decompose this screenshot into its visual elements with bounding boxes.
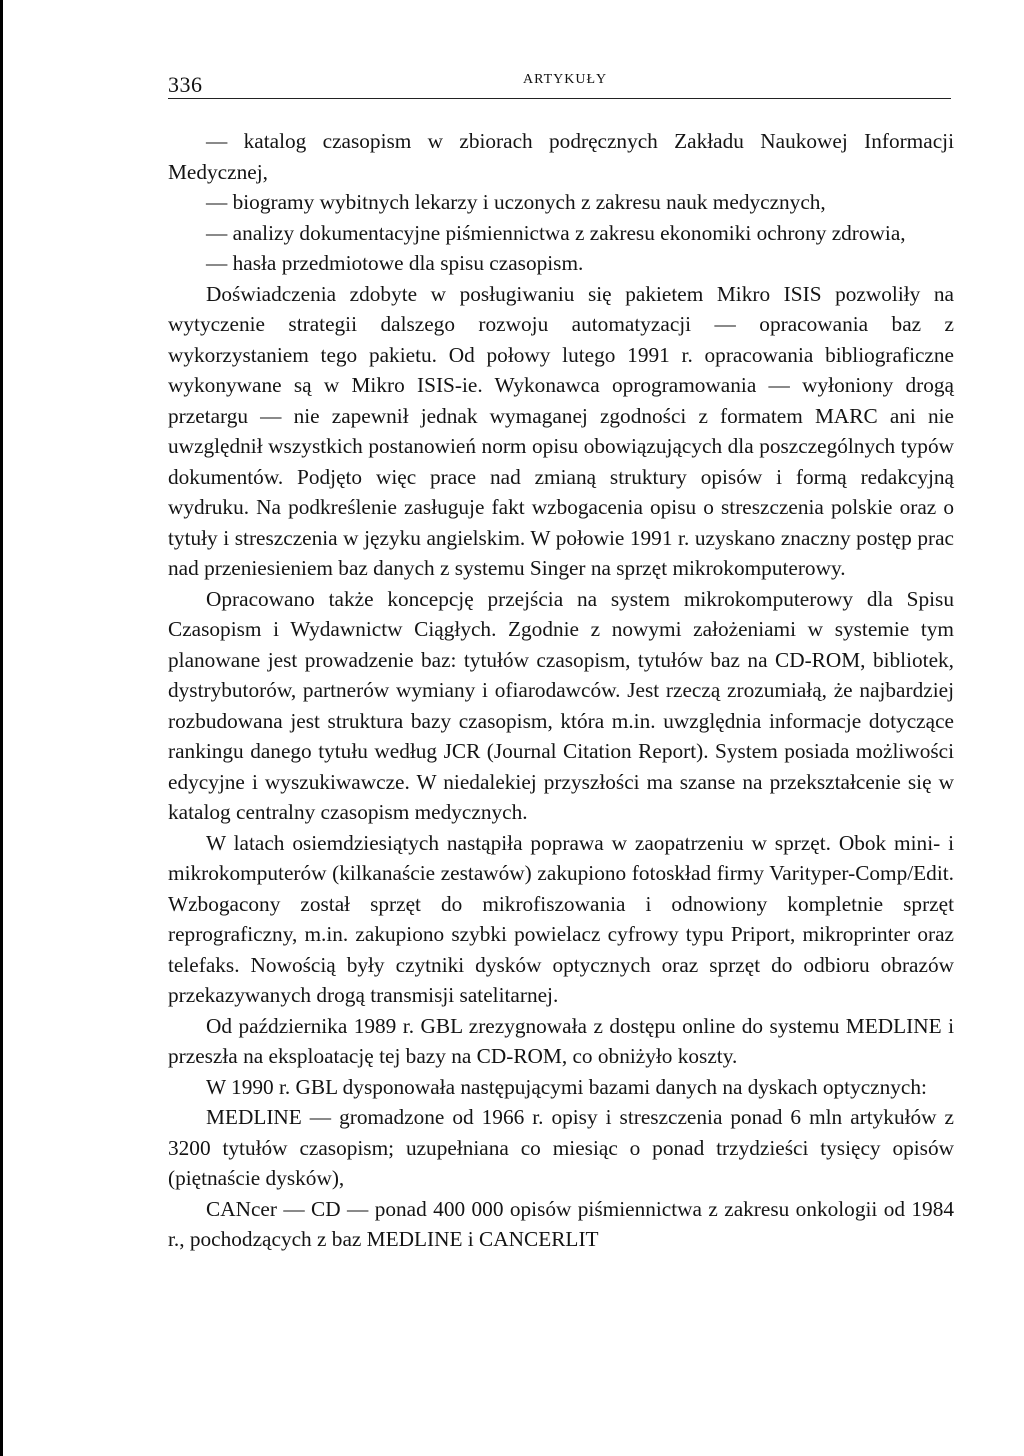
article-body xyxy=(168,126,954,1255)
paragraph: Od października 1989 r. GBL zrezygnowała z dostępu online do systemu MEDLINE i przeszła na eksploatację tej bazy na CD-ROM, co obniżyło koszty. xyxy=(168,1013,954,1068)
list-item: — hasła przedmiotowe dla spisu czasopism. xyxy=(206,251,584,275)
paragraph: W 1990 r. GBL dysponowała następującymi bazami danych na dyskach optycznych: xyxy=(206,1074,927,1099)
paragraph: W latach osiemdziesiątych nastąpiła poprawa w zaopatrzeniu w sprzęt. Obok mini- i mikrokomputerów (kilkanaście zestawów) zakupiono fotoskład firmy Varityper-Comp/Edit. Wzbogacony został sprzęt do mikrofiszowania i odnowiony kompletnie sprzęt reprograficzny, m.in. zakupiono szybki powielacz cyfrowy typu Priport, mikroprinter oraz telefaks. Nowością były czytniki dysków optycznych oraz sprzęt do odbioru obrazów przekazywanych drogą transmisji satelitarnej. xyxy=(168,830,954,1007)
list-item: — analizy dokumentacyjne piśmiennictwa z zakresu ekonomiki ochrony zdrowia, xyxy=(206,220,906,245)
paragraph: CANcer — CD — ponad 400 000 opisów piśmiennictwa z zakresu onkologii od 1984 r., pochodzących z baz MEDLINE i CANCERLIT xyxy=(168,1196,954,1251)
list-item: — katalog czasopism w zbiorach podręcznych Zakładu Naukowej Informacji Medycznej, xyxy=(168,129,954,184)
page-header xyxy=(168,66,951,99)
page-number: 336 xyxy=(168,72,203,97)
running-head: ARTYKUŁY xyxy=(523,72,608,87)
paragraph: MEDLINE — gromadzone od 1966 r. opisy i streszczenia ponad 6 mln artykułów z 3200 tytułów czasopism; uzupełniana co miesiąc o ponad trzydzieści tysięcy opisów (piętnaście dysków), xyxy=(168,1105,954,1190)
paragraph: Doświadczenia zdobyte w posługiwaniu się pakietem Mikro ISIS pozwoliły na wytyczenie strategii dalszego rozwoju automatyzacji — opracowania baz z wykorzystaniem tego pakietu. Od połowy lutego 1991 r. opracowania bibliograficzne wykonywane są w Mikro ISIS-ie. Wykonawca oprogramowania — wyłoniony drogą przetargu — nie zapewnił jednak wymaganej zgodności z formatem MARC ani nie uwzględnił wszystkich postanowień norm opisu obowiązujących dla poszczególnych typów dokumentów. Podjęto więc prace nad zmianą struktury opisów i formą redakcyjną wydruku. Na podkreślenie zasługuje fakt wzbogacenia opisu o streszczenia polskie oraz o tytuły i streszczenia w języku angielskim. W połowie 1991 r. uzyskano znaczny postęp prac nad przeniesieniem baz danych z systemu Singer na sprzęt mikrokomputerowy. xyxy=(168,281,954,580)
list-item: — biogramy wybitnych lekarzy i uczonych z zakresu nauk medycznych, xyxy=(206,190,826,214)
paragraph: Opracowano także koncepcję przejścia na system mikrokomputerowy dla Spisu Czasopism i Wydawnictw Ciągłych. Zgodnie z nowymi założeniami w systemie tym planowane jest prowadzenie baz: tytułów czasopism, tytułów baz na CD-ROM, bibliotek, dystrybutorów, partnerów wymiany i ofiarodawców. Jest rzeczą zrozumiałą, że najbardziej rozbudowana jest struktura bazy czasopism, która m.in. uwzględnia informacje dotyczące rankingu danego tytułu według JCR (Journal Citation Report). System posiada możliwości edycyjne i wyszukiwawcze. W niedalekiej przyszłości ma szanse na przekształcenie się w katalog centralny czasopism medycznych. xyxy=(168,586,954,824)
